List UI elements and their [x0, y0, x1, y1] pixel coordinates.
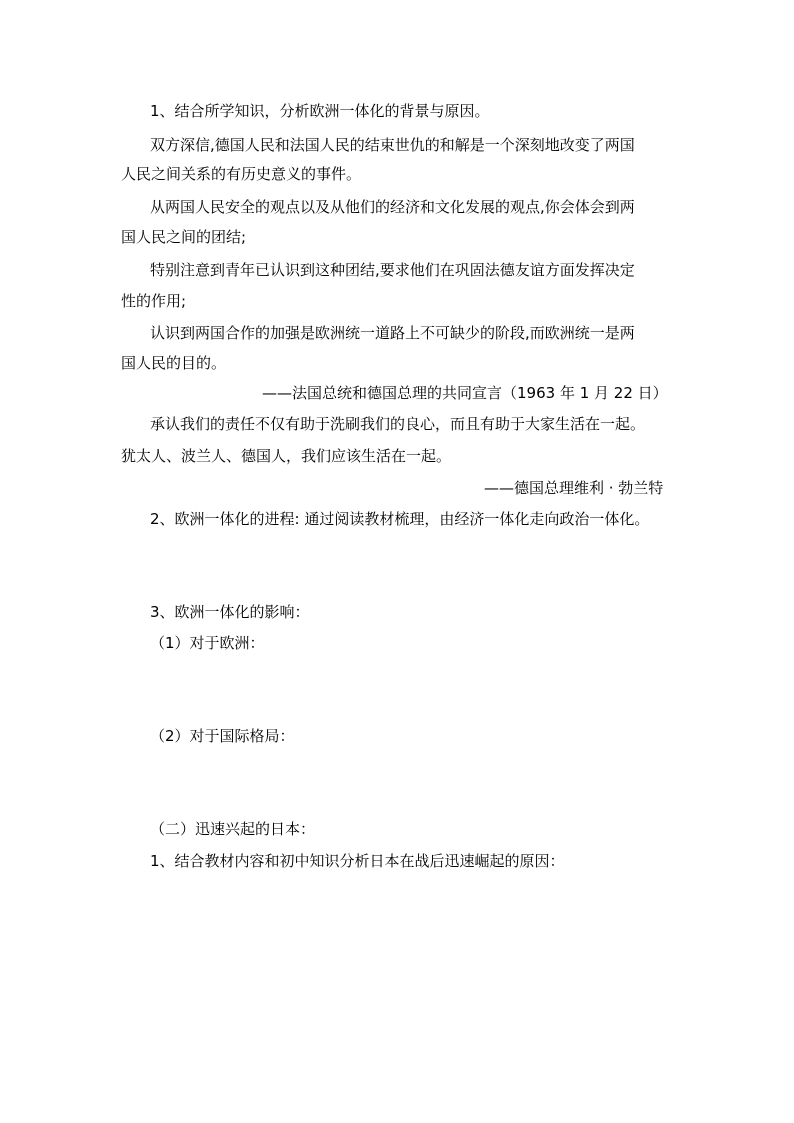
section-3-heading: 3、欧洲一体化的影响：: [150, 603, 310, 621]
quote-1-source: ——法国总统和德国总理的共同宣言（1963 年 1 月 22 日）: [262, 384, 668, 402]
part-2-heading: （二）迅速兴起的日本：: [150, 820, 316, 838]
part-2-question-1: 1、结合教材内容和初中知识分析日本在战后迅速崛起的原因：: [150, 852, 565, 870]
quote-1-para-4-line-1: 认识到两国合作的加强是欧洲统一道路上不可缺少的阶段,而欧洲统一是两: [150, 324, 635, 342]
quote-1-para-3-line-1: 特别注意到青年已认识到这种团结,要求他们在巩固法德友谊方面发挥决定: [150, 261, 635, 279]
quote-2-line-1: 承认我们的责任不仅有助于洗刷我们的良心，而且有助于大家生活在一起。: [150, 415, 646, 433]
quote-2-line-2: 犹太人、波兰人、德国人，我们应该生活在一起。: [121, 447, 452, 465]
quote-1-para-1-line-2: 人民之间关系的有历史意义的事件。: [121, 165, 362, 183]
quote-1-para-1-line-1: 双方深信,德国人民和法国人民的结束世仇的和解是一个深刻地改变了两国: [150, 136, 635, 154]
quote-1-para-2-line-1: 从两国人民安全的观点以及从他们的经济和文化发展的观点,你会体会到两: [150, 198, 635, 216]
section-2-heading: 2、欧洲一体化的进程: 通过阅读教材梳理，由经济一体化走向政治一体化。: [150, 510, 650, 528]
section-3-item-1: （1）对于欧洲：: [150, 634, 265, 652]
quote-1-para-2-line-2: 国人民之间的团结;: [121, 228, 247, 246]
section-3-item-2: （2）对于国际格局：: [150, 727, 295, 745]
quote-2-source: ——德国总理维利 · 勃兰特: [484, 479, 664, 497]
section-1-heading: 1、结合所学知识，分析欧洲一体化的背景与原因。: [150, 102, 490, 120]
quote-1-para-3-line-2: 性的作用;: [121, 292, 187, 310]
quote-1-para-4-line-2: 国人民的目的。: [121, 354, 227, 372]
